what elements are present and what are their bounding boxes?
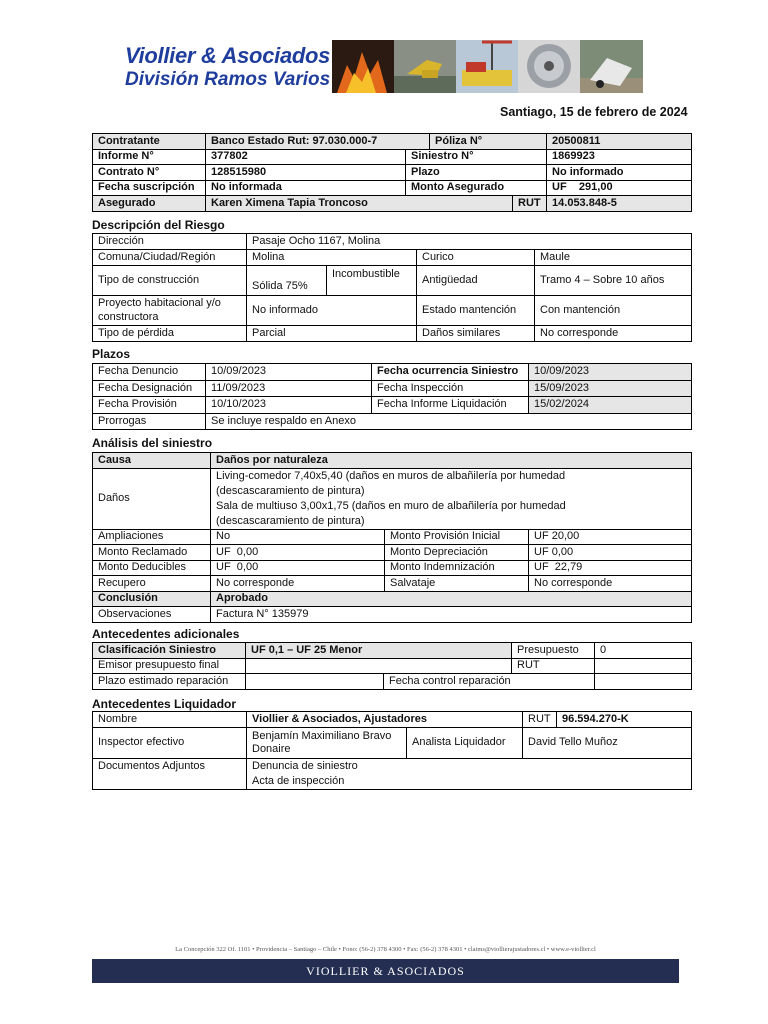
asegurado-value: Karen Ximena Tapia Troncoso bbox=[206, 196, 513, 212]
policy-row-contratante bbox=[93, 134, 692, 150]
recupero-value: No corresponde bbox=[211, 576, 385, 592]
ciudad-value: Curico bbox=[417, 250, 535, 266]
monto-asegurado-value: UF 291,00 bbox=[547, 180, 692, 196]
direccion-label: Dirección bbox=[93, 234, 247, 250]
photo-strip-overturned-truck bbox=[580, 40, 643, 93]
fecha-designacion-label: Fecha Designación bbox=[93, 380, 206, 397]
plazos-table bbox=[92, 363, 692, 430]
fecha-provision-label: Fecha Provisión bbox=[93, 397, 206, 414]
policy-row-informe bbox=[93, 149, 692, 165]
policy-table bbox=[92, 133, 692, 212]
fecha-control-label: Fecha control reparación bbox=[384, 674, 595, 690]
inspector-label: Inspector efectivo bbox=[93, 728, 247, 759]
riesgo-row-comuna bbox=[93, 250, 692, 266]
salvataje-value: No corresponde bbox=[529, 576, 692, 592]
recupero-label: Recupero bbox=[93, 576, 211, 592]
rut-label: RUT bbox=[513, 196, 547, 212]
nombre-value: Viollier & Asociados, Ajustadores bbox=[247, 712, 523, 728]
conclusion-value: Aprobado bbox=[211, 591, 692, 607]
plazos-row-3 bbox=[93, 397, 692, 414]
informe-value: 377802 bbox=[206, 149, 406, 165]
photo-strip-fire bbox=[332, 40, 394, 93]
analisis-row-danos bbox=[93, 468, 692, 529]
region-value: Maule bbox=[535, 250, 692, 266]
comuna-value: Molina bbox=[247, 250, 417, 266]
salvataje-label: Salvataje bbox=[385, 576, 529, 592]
causa-label: Causa bbox=[93, 453, 211, 469]
estado-mantencion-value: Con mantención bbox=[535, 296, 692, 326]
photo-strip-turbine bbox=[518, 40, 580, 93]
contratante-label: Contratante bbox=[93, 134, 206, 150]
plazos-row-2 bbox=[93, 380, 692, 397]
section-title-liquidador: Antecedentes Liquidador bbox=[92, 697, 237, 711]
fecha-inspeccion-value: 15/09/2023 bbox=[529, 380, 692, 397]
riesgo-row-proyecto bbox=[93, 296, 692, 326]
documentos-label: Documentos Adjuntos bbox=[93, 759, 247, 790]
documento-item: Denuncia de siniestro bbox=[252, 760, 358, 772]
section-title-plazos: Plazos bbox=[92, 347, 131, 361]
poliza-value: 20500811 bbox=[547, 134, 692, 150]
company-logo bbox=[125, 44, 330, 92]
adicionales-table bbox=[92, 642, 692, 690]
proyecto-value: No informado bbox=[247, 296, 417, 326]
antiguedad-value: Tramo 4 – Sobre 10 años bbox=[535, 266, 692, 296]
danos-description bbox=[211, 468, 692, 529]
fecha-ocurrencia-label: Fecha ocurrencia Siniestro bbox=[372, 364, 529, 381]
fecha-ocurrencia-value: 10/09/2023 bbox=[529, 364, 692, 381]
danos-line: Living-comedor 7,40x5,40 (daños en muros de albañilería por humedad bbox=[216, 469, 566, 482]
liquidador-row-documentos bbox=[93, 759, 692, 790]
policy-row-suscripcion bbox=[93, 180, 692, 196]
conclusion-label: Conclusión bbox=[93, 591, 211, 607]
analisis-row-ampliaciones bbox=[93, 529, 692, 545]
contrato-label: Contrato N° bbox=[93, 165, 206, 181]
riesgo-row-perdida bbox=[93, 326, 692, 342]
inspector-line: Benjamín Maximiliano Bravo bbox=[252, 729, 392, 742]
informe-label: Informe N° bbox=[93, 149, 206, 165]
poliza-label: Póliza N° bbox=[430, 134, 547, 150]
fecha-suscripcion-label: Fecha suscripción bbox=[93, 180, 206, 196]
plazo-value: No informado bbox=[547, 165, 692, 181]
fecha-control-value bbox=[595, 674, 692, 690]
estado-mantencion-label: Estado mantención bbox=[417, 296, 535, 326]
danos-similares-value: No corresponde bbox=[535, 326, 692, 342]
danos-label: Daños bbox=[93, 468, 211, 529]
plazo-reparacion-value bbox=[246, 674, 384, 690]
inspector-line: Donaire bbox=[252, 743, 291, 755]
fecha-suscripcion-value: No informada bbox=[206, 180, 406, 196]
clasificacion-label: Clasificación Siniestro bbox=[93, 643, 246, 659]
prorrogas-label: Prorrogas bbox=[93, 413, 206, 430]
monto-reclamado-value: UF 0,00 bbox=[211, 545, 385, 561]
section-title-adicionales: Antecedentes adicionales bbox=[92, 627, 240, 641]
analista-value: David Tello Muñoz bbox=[523, 728, 692, 759]
ampliaciones-label: Ampliaciones bbox=[93, 529, 211, 545]
analisis-table bbox=[92, 452, 692, 623]
contrato-value: 128515980 bbox=[206, 165, 406, 181]
proyecto-label: Proyecto habitacional y/o constructora bbox=[93, 296, 247, 326]
analisis-row-causa bbox=[93, 453, 692, 469]
analisis-row-recupero bbox=[93, 576, 692, 592]
rut-value: 14.053.848-5 bbox=[547, 196, 692, 212]
photo-strip-crane bbox=[456, 40, 518, 93]
policy-row-asegurado bbox=[93, 196, 692, 212]
provision-inicial-label: Monto Provisión Inicial bbox=[385, 529, 529, 545]
analisis-row-conclusion bbox=[93, 591, 692, 607]
siniestro-label: Siniestro N° bbox=[406, 149, 547, 165]
section-title-riesgo: Descripción del Riesgo bbox=[92, 218, 225, 232]
construccion-solida: Sólida 75% bbox=[247, 266, 327, 296]
comuna-label: Comuna/Ciudad/Región bbox=[93, 250, 247, 266]
construccion-incombustible: Incombustible bbox=[327, 266, 417, 296]
plazo-reparacion-label: Plazo estimado reparación bbox=[93, 674, 246, 690]
footer-brand: VIOLLIER & ASOCIADOS bbox=[306, 964, 465, 978]
danos-line: Sala de multiuso 3,00x1,75 (daños en muro de albañilería por humedad bbox=[216, 499, 566, 512]
monto-depreciacion-value: UF 0,00 bbox=[529, 545, 692, 561]
analista-label: Analista Liquidador bbox=[407, 728, 523, 759]
fecha-provision-value: 10/10/2023 bbox=[206, 397, 372, 414]
adicionales-row-plazo bbox=[93, 674, 692, 690]
footer-address: La Concepción 322 Of. 1101 • Providencia – Santiago – Chile • Fono: (56-2) 378 4300 • Fax: (56-2) 378 4301 • claims@viollierajustadores.cl • www.e-viollier.cl bbox=[175, 946, 596, 953]
adicionales-row-clasificacion bbox=[93, 643, 692, 659]
monto-indemnizacion-label: Monto Indemnización bbox=[385, 560, 529, 576]
riesgo-table bbox=[92, 233, 692, 342]
siniestro-value: 1869923 bbox=[547, 149, 692, 165]
plazos-row-prorrogas bbox=[93, 413, 692, 430]
emisor-value bbox=[246, 658, 512, 674]
contratante-value: Banco Estado Rut: 97.030.000-7 bbox=[206, 134, 430, 150]
monto-asegurado-label: Monto Asegurado bbox=[406, 180, 547, 196]
tipo-construccion-label: Tipo de construcción bbox=[93, 266, 247, 296]
nombre-label: Nombre bbox=[93, 712, 247, 728]
asegurado-label: Asegurado bbox=[93, 196, 206, 212]
danos-similares-label: Daños similares bbox=[417, 326, 535, 342]
logo-line-2: División Ramos Varios bbox=[125, 69, 331, 90]
section-title-analisis: Análisis del siniestro bbox=[92, 436, 213, 450]
presupuesto-label: Presupuesto bbox=[512, 643, 595, 659]
provision-inicial-value: UF 20,00 bbox=[529, 529, 692, 545]
liquidador-rut-label: RUT bbox=[523, 712, 557, 728]
photo-strip-excavator bbox=[394, 40, 456, 93]
fecha-informe-liquidacion-label: Fecha Informe Liquidación bbox=[372, 397, 529, 414]
adicionales-row-emisor bbox=[93, 658, 692, 674]
emisor-rut-value bbox=[595, 658, 692, 674]
riesgo-row-construccion bbox=[93, 266, 692, 296]
fecha-designacion-value: 11/09/2023 bbox=[206, 380, 372, 397]
tipo-perdida-value: Parcial bbox=[247, 326, 417, 342]
observaciones-value: Factura N° 135979 bbox=[211, 607, 692, 623]
documento-item: Acta de inspección bbox=[252, 775, 345, 787]
monto-deducibles-label: Monto Deducibles bbox=[93, 560, 211, 576]
liquidador-row-inspector bbox=[93, 728, 692, 759]
monto-depreciacion-label: Monto Depreciación bbox=[385, 545, 529, 561]
antiguedad-label: Antigüedad bbox=[417, 266, 535, 296]
emisor-label: Emisor presupuesto final bbox=[93, 658, 246, 674]
plazo-label: Plazo bbox=[406, 165, 547, 181]
danos-line: (descascaramiento de pintura) bbox=[216, 514, 365, 527]
prorrogas-value: Se incluye respaldo en Anexo bbox=[206, 413, 692, 430]
inspector-value bbox=[247, 728, 407, 759]
analisis-row-deducibles bbox=[93, 560, 692, 576]
analisis-row-observaciones bbox=[93, 607, 692, 623]
presupuesto-value: 0 bbox=[595, 643, 692, 659]
document-date: Santiago, 15 de febrero de 2024 bbox=[500, 105, 688, 119]
emisor-rut-label: RUT bbox=[512, 658, 595, 674]
fecha-denuncio-label: Fecha Denuncio bbox=[93, 364, 206, 381]
causa-value: Daños por naturaleza bbox=[211, 453, 692, 469]
tipo-perdida-label: Tipo de pérdida bbox=[93, 326, 247, 342]
documentos-list bbox=[247, 759, 692, 790]
direccion-value: Pasaje Ocho 1167, Molina bbox=[247, 234, 692, 250]
clasificacion-value: UF 0,1 – UF 25 Menor bbox=[246, 643, 512, 659]
liquidador-row-nombre bbox=[93, 712, 692, 728]
plazos-row-1 bbox=[93, 364, 692, 381]
logo-line-1: Viollier & Asociados bbox=[125, 43, 331, 68]
analisis-row-reclamado bbox=[93, 545, 692, 561]
liquidador-rut-value: 96.594.270-K bbox=[557, 712, 692, 728]
danos-line: (descascaramiento de pintura) bbox=[216, 484, 365, 497]
monto-reclamado-label: Monto Reclamado bbox=[93, 545, 211, 561]
monto-deducibles-value: UF 0,00 bbox=[211, 560, 385, 576]
header-photo-strip bbox=[332, 40, 643, 93]
monto-indemnizacion-value: UF 22,79 bbox=[529, 560, 692, 576]
riesgo-row-direccion bbox=[93, 234, 692, 250]
fecha-denuncio-value: 10/09/2023 bbox=[206, 364, 372, 381]
ampliaciones-value: No bbox=[211, 529, 385, 545]
fecha-informe-liquidacion-value: 15/02/2024 bbox=[529, 397, 692, 414]
observaciones-label: Observaciones bbox=[93, 607, 211, 623]
fecha-inspeccion-label: Fecha Inspección bbox=[372, 380, 529, 397]
liquidador-table bbox=[92, 711, 692, 790]
policy-row-contrato bbox=[93, 165, 692, 181]
